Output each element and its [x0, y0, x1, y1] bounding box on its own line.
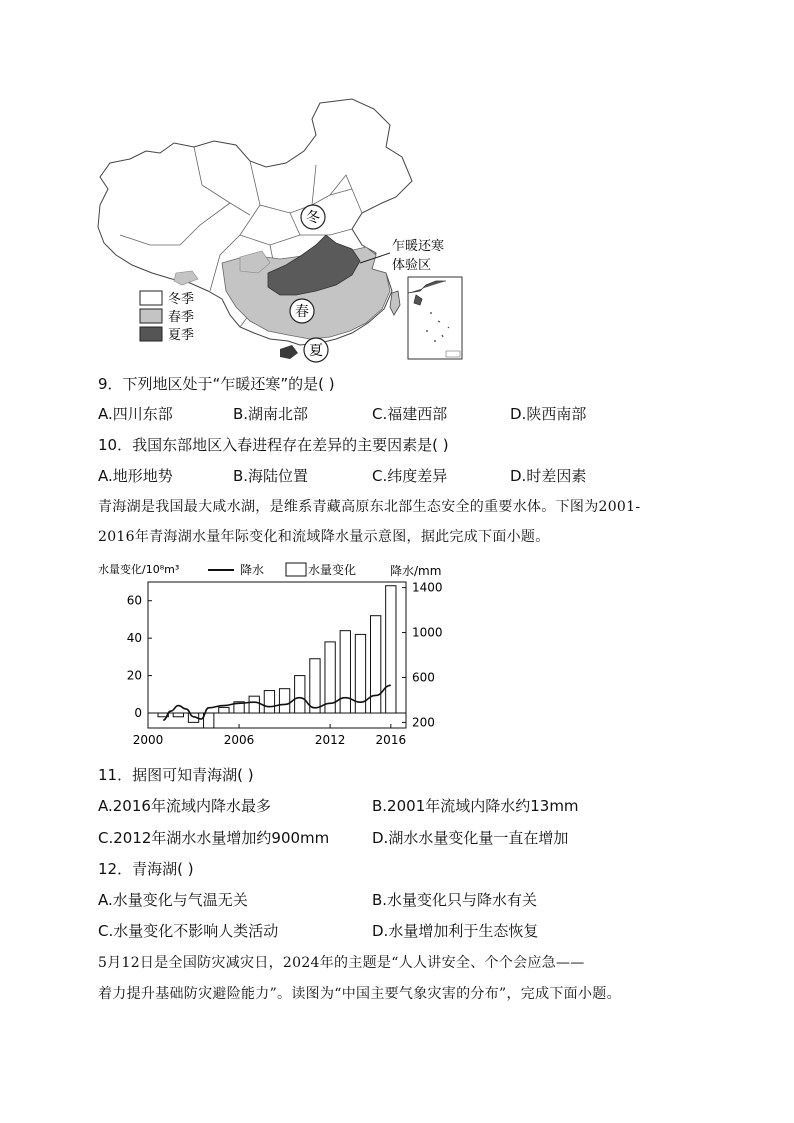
left-tick-label: 20 [126, 668, 142, 683]
q9-option-d[interactable]: D.陕西南部 [510, 405, 587, 423]
legend-winter-label: 冬季 [168, 292, 195, 307]
question-11-stem: 11．据图可知青海湖( ) [98, 766, 254, 784]
water-bar [219, 707, 229, 713]
q11-option-d[interactable]: D.湖水水量变化量一直在增加 [372, 829, 569, 847]
left-tick-label: 40 [126, 631, 142, 646]
water-bar [295, 676, 305, 713]
water-bar [279, 689, 289, 713]
x-tick-label: 2000 [132, 733, 164, 747]
x-tick-label: 2012 [314, 733, 346, 747]
passage-qinghai-line1: 青海湖是我国最大咸水湖，是维系青藏高原东北部生态安全的重要水体。下图为2001- [98, 499, 641, 515]
right-tick-label: 1000 [412, 625, 443, 640]
legend-spring-swatch [140, 309, 162, 323]
q9-option-c[interactable]: C.福建西部 [372, 405, 448, 423]
qinghai-lake-chart [96, 558, 476, 758]
x-tick-label: 2006 [223, 733, 255, 747]
summer-region-hainan [280, 345, 298, 359]
q10-option-a[interactable]: A.地形地势 [98, 467, 173, 485]
water-bar [340, 631, 350, 713]
left-tick-label: 0 [134, 706, 142, 721]
right-tick-label: 600 [412, 670, 435, 685]
left-tick-label: 60 [126, 593, 142, 608]
q11-option-c[interactable]: C.2012年湖水水量增加约900mm [98, 829, 330, 847]
legend-precip-label: 降水 [240, 563, 265, 577]
china-spring-arrival-map [90, 95, 470, 365]
legend-water-label: 水量变化 [308, 563, 357, 577]
legend-winter-swatch [140, 291, 162, 305]
q10-option-c[interactable]: C.纬度差异 [372, 467, 448, 485]
legend-summer-label: 夏季 [168, 328, 195, 343]
water-bar [264, 691, 274, 713]
q11-option-a[interactable]: A.2016年流域内降水最多 [98, 797, 271, 815]
q12-option-c[interactable]: C.水量变化不影响人类活动 [98, 922, 279, 940]
summer-circle-label: 夏 [309, 343, 323, 359]
q10-option-b[interactable]: B.海陆位置 [233, 467, 309, 485]
taiwan [390, 291, 400, 315]
legend-summer-swatch [140, 327, 162, 341]
question-10-stem: 10．我国东部地区入春进程存在差异的主要因素是( ) [98, 436, 449, 454]
q9-option-b[interactable]: B.湖南北部 [233, 405, 309, 423]
x-tick-label: 2016 [375, 733, 407, 747]
winter-circle-label: 冬 [306, 210, 320, 226]
question-9-stem: 9．下列地区处于“乍暖还寒”的是( ) [98, 375, 335, 393]
q11-option-b[interactable]: B.2001年流域内降水约13mm [372, 797, 579, 815]
chart-left-axis-label: 水量变化/10⁸m³ [98, 563, 180, 576]
water-bar [386, 586, 396, 713]
passage-disaster-line1: 5月12日是全国防灾减灾日，2024年的主题是“人人讲安全、个个会应急—— [98, 955, 585, 971]
inset-caption-box [446, 351, 460, 357]
annotation-line2: 体验区 [392, 258, 432, 273]
south-china-sea-inset [408, 277, 462, 359]
water-bar [370, 616, 380, 713]
annotation-line1: 乍暖还寒 [392, 239, 445, 254]
legend-water-swatch [286, 563, 306, 576]
q10-option-d[interactable]: D.时差因素 [510, 467, 587, 485]
passage-disaster-line2: 着力提升基础防灾避险能力”。读图为“中国主要气象灾害的分布”，完成下面小题。 [98, 986, 621, 1002]
question-12-stem: 12．青海湖( ) [98, 860, 194, 878]
q9-option-a[interactable]: A.四川东部 [98, 405, 173, 423]
q12-option-a[interactable]: A.水量变化与气温无关 [98, 891, 248, 909]
legend-spring-label: 春季 [168, 310, 195, 325]
right-tick-label: 200 [412, 715, 435, 730]
water-bar [310, 659, 320, 713]
water-bar [249, 696, 259, 713]
chart-right-axis-label: 降水/mm [390, 564, 442, 578]
water-bar [173, 713, 183, 717]
right-tick-label: 1400 [412, 580, 443, 595]
spring-circle-label: 春 [295, 304, 309, 320]
q12-option-b[interactable]: B.水量变化只与降水有关 [372, 891, 538, 909]
q12-option-d[interactable]: D.水量增加利于生态恢复 [372, 922, 539, 940]
water-bar [204, 713, 214, 728]
passage-qinghai-line2: 2016年青海湖水量年际变化和流域降水量示意图，据此完成下面小题。 [98, 529, 550, 545]
